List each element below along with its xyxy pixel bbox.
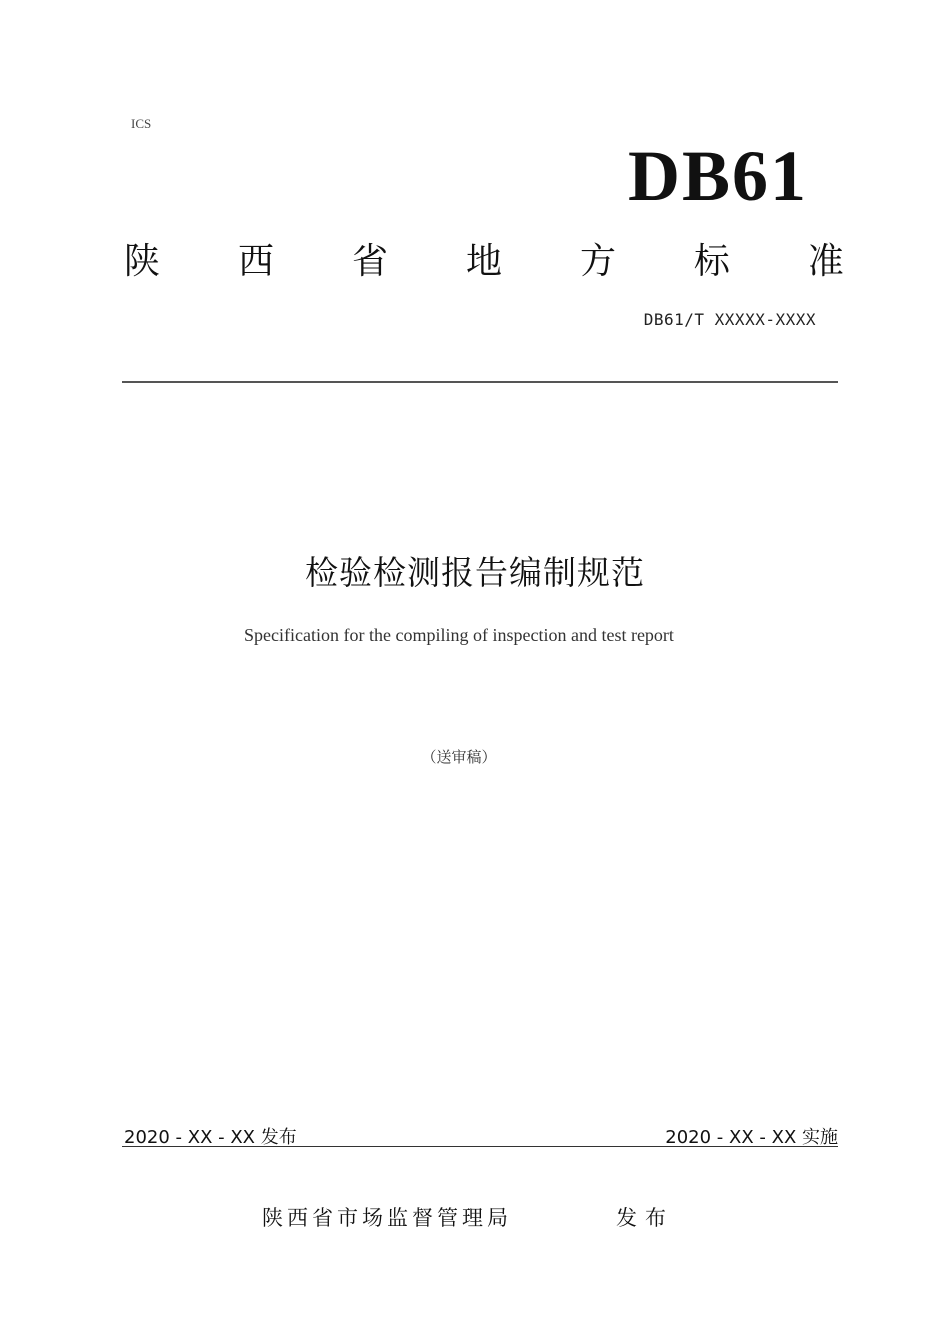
standard-number: DB61/T XXXXX-XXXX [643,310,816,329]
issue-label: 发布 [616,1206,674,1230]
implement-date: 2020 - XX - XX 实施 [665,1127,838,1148]
issuing-authority: 陕西省市场监督管理局 [262,1206,512,1230]
standard-type-char: 陕 [124,241,161,282]
standard-type-char: 地 [465,241,502,282]
standard-type-char: 省 [351,241,388,282]
publish-date: 2020 - XX - XX 发布 [124,1127,297,1148]
document-title-cn: 检验检测报告编制规范 [305,553,645,592]
footer-divider [122,1146,838,1147]
document-title-en: Specification for the compiling of inspection and test report [244,625,674,645]
ics-label: ICS [131,116,152,131]
header-divider [122,381,838,383]
standard-type-char: 方 [579,241,616,282]
standard-type-char: 准 [807,241,844,282]
standard-type [124,240,844,283]
db-code: DB61 [627,136,808,216]
draft-status: （送审稿） [421,748,497,766]
standard-type-char: 西 [237,241,274,282]
standard-type-char: 标 [693,241,730,282]
